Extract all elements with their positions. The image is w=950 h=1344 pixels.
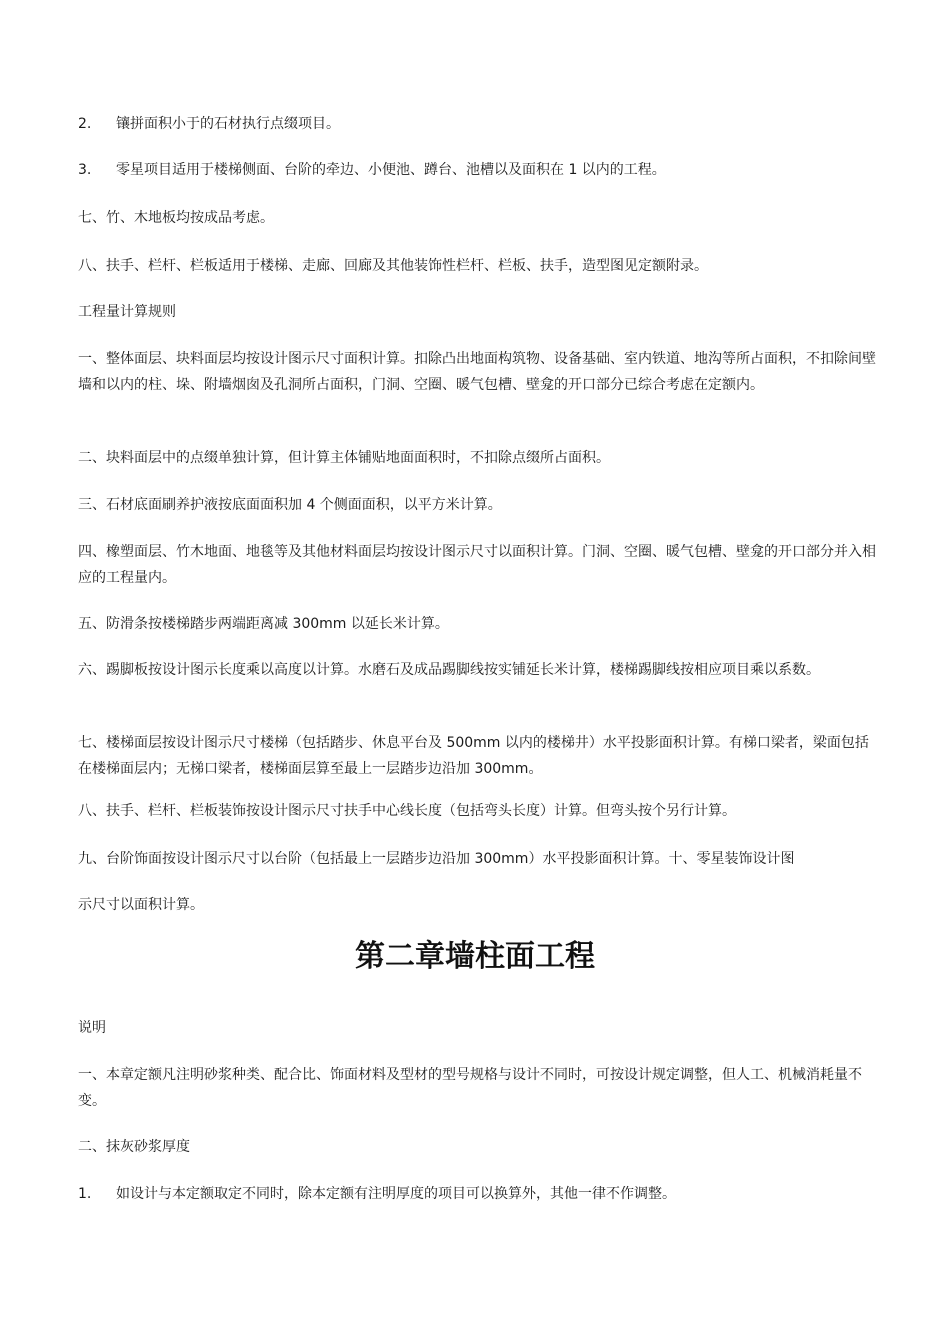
list-number: 2.: [78, 116, 92, 132]
list-text: 镶拼面积小于的石材执行点缀项目。: [116, 116, 340, 132]
paragraph-handrail-scope: 八、扶手、栏杆、栏板适用于楼梯、走廊、回廊及其他装饰性栏杆、栏板、扶手，造型图见定额附录。: [78, 258, 708, 274]
paragraph-rule-5: 五、防滑条按楼梯踏步两端距离减 300mm 以延长米计算。: [78, 616, 449, 632]
list-item-2: [78, 111, 878, 137]
chapter-title: 第二章墙柱面工程: [355, 939, 595, 974]
paragraph-rule-1: 一、整体面层、块料面层均按设计图示尺寸面积计算。扣除凸出地面构筑物、设备基础、室内铁道、地沟等所占面积，不扣除间壁墙和以内的柱、垛、附墙烟囱及孔洞所占面积，门洞、空圈、暖气包槽、壁龛的开口部分已综合考虑在定额内。: [78, 351, 876, 393]
paragraph-rule-9: 九、台阶饰面按设计图示尺寸以台阶（包括最上一层踏步边沿加 300mm）水平投影面积计算。十、零星装饰设计图: [78, 851, 795, 867]
paragraph-rule-9-continued: 示尺寸以面积计算。: [78, 897, 204, 913]
section-heading-notes: 说明: [78, 1020, 106, 1036]
paragraph-note-1: 一、本章定额凡注明砂浆种类、配合比、饰面材料及型材的型号规格与设计不同时，可按设计规定调整，但人工、机械消耗量不变。: [78, 1067, 862, 1109]
paragraph-rule-3: 三、石材底面刷养护液按底面面积加 4 个侧面面积，以平方米计算。: [78, 497, 502, 513]
list-item-1: [78, 1181, 878, 1207]
section-heading-calculation-rules: 工程量计算规则: [78, 304, 176, 320]
list-text: 如设计与本定额取定不同时，除本定额有注明厚度的项目可以换算外，其他一律不作调整。: [116, 1186, 676, 1202]
paragraph-rule-2: 二、块料面层中的点缀单独计算，但计算主体铺贴地面面积时，不扣除点缀所占面积。: [78, 450, 610, 466]
list-item-3: [78, 157, 878, 183]
list-text: 零星项目适用于楼梯侧面、台阶的牵边、小便池、蹲台、池槽以及面积在 1 以内的工程。: [116, 162, 666, 178]
paragraph-note-2: 二、抹灰砂浆厚度: [78, 1139, 190, 1155]
paragraph-rule-4: 四、橡塑面层、竹木地面、地毯等及其他材料面层均按设计图示尺寸以面积计算。门洞、空圈、暖气包槽、壁龛的开口部分并入相应的工程量内。: [78, 544, 876, 586]
paragraph-rule-8: 八、扶手、栏杆、栏板装饰按设计图示尺寸扶手中心线长度（包括弯头长度）计算。但弯头按个另行计算。: [78, 803, 736, 819]
list-number: 3.: [78, 162, 92, 178]
paragraph-rule-6: 六、踢脚板按设计图示长度乘以高度以计算。水磨石及成品踢脚线按实铺延长米计算，楼梯踢脚线按相应项目乘以系数。: [78, 662, 820, 678]
list-number: 1.: [78, 1186, 92, 1202]
paragraph-bamboo-wood-floor: 七、竹、木地板均按成品考虑。: [78, 210, 274, 226]
paragraph-rule-7: 七、楼梯面层按设计图示尺寸楼梯（包括踏步、休息平台及 500mm 以内的楼梯井）水平投影面积计算。有梯口梁者，梁面包括在楼梯面层内；无梯口梁者，楼梯面层算至最上一层踏步边沿加 300mm。: [78, 735, 869, 777]
